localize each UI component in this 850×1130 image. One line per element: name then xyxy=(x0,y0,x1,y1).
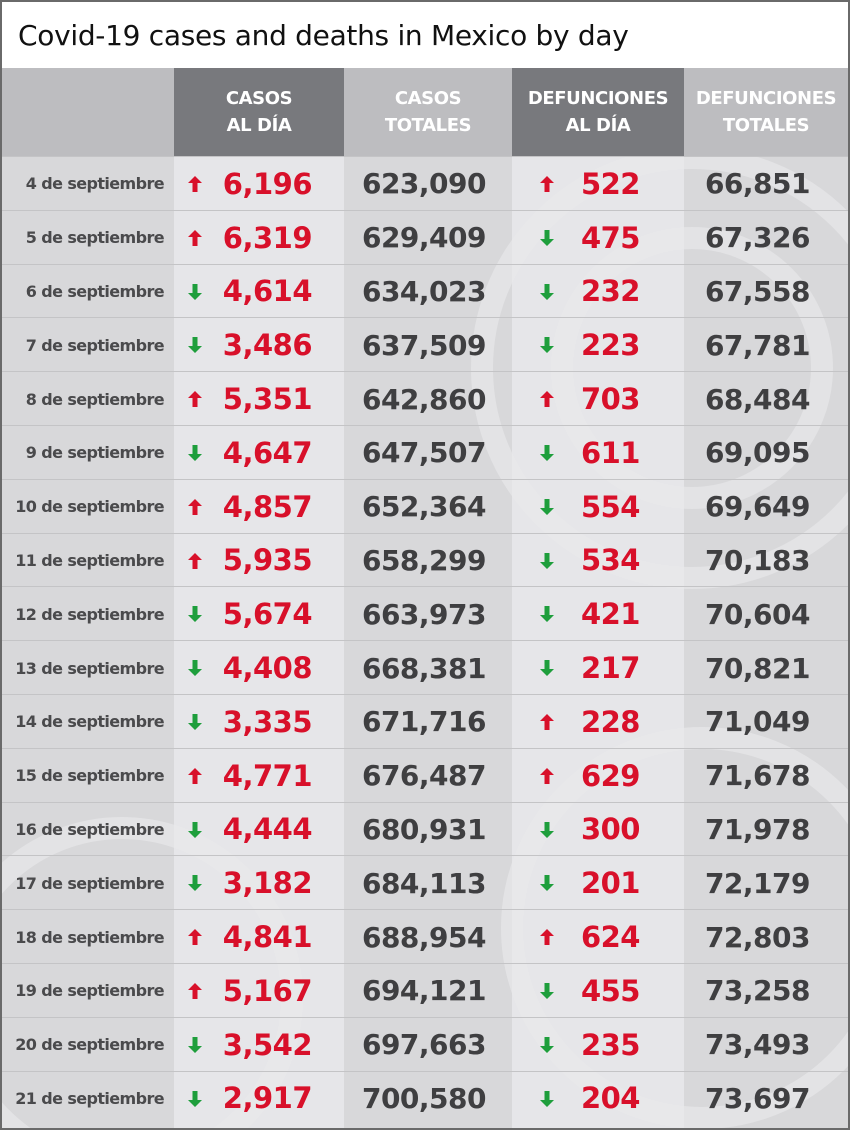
daily-deaths-cell xyxy=(512,480,684,534)
total-cases-cell xyxy=(344,641,512,695)
down-arrow-icon xyxy=(188,606,202,622)
table-row xyxy=(2,909,848,963)
total-deaths-cell xyxy=(684,856,848,910)
total-deaths-value: 70,821 xyxy=(704,651,810,685)
total-cases-cell xyxy=(344,749,512,803)
total-cases-cell xyxy=(344,803,512,857)
down-arrow-icon xyxy=(540,337,554,353)
daily-cases-value: 4,444 xyxy=(222,812,312,847)
daily-cases-cell xyxy=(174,1018,344,1072)
total-deaths-cell xyxy=(684,1072,848,1126)
daily-deaths-cell xyxy=(512,534,684,588)
total-cases-cell xyxy=(344,1018,512,1072)
table-row xyxy=(2,855,848,909)
date-cell: 7 de septiembre xyxy=(25,335,164,355)
up-arrow-icon xyxy=(188,983,202,999)
date-cell: 11 de septiembre xyxy=(15,550,164,570)
header-deaths-total xyxy=(684,68,848,156)
daily-cases-cell xyxy=(174,157,344,211)
down-arrow-icon xyxy=(540,983,554,999)
table-row xyxy=(2,479,848,533)
header-text: DEFUNCIONES xyxy=(527,88,669,109)
date-cell: 9 de septiembre xyxy=(25,443,164,463)
total-deaths-value: 73,697 xyxy=(704,1081,810,1115)
header-cases-day xyxy=(174,68,344,156)
table-row xyxy=(2,640,848,694)
daily-deaths-value: 624 xyxy=(580,920,640,955)
table-row xyxy=(2,264,848,318)
down-arrow-icon xyxy=(540,230,554,246)
up-arrow-icon xyxy=(188,768,202,784)
total-deaths-value: 73,493 xyxy=(704,1028,810,1062)
daily-deaths-value: 217 xyxy=(580,651,640,686)
date-cell: 14 de septiembre xyxy=(15,712,164,732)
up-arrow-icon xyxy=(540,929,554,945)
total-deaths-value: 67,781 xyxy=(704,328,810,362)
header-text: AL DÍA xyxy=(226,115,292,136)
daily-cases-value: 4,841 xyxy=(222,920,312,955)
total-cases-value: 671,716 xyxy=(361,705,486,739)
total-cases-cell xyxy=(344,372,512,426)
up-arrow-icon xyxy=(540,391,554,407)
total-cases-cell xyxy=(344,964,512,1018)
daily-deaths-cell xyxy=(512,1018,684,1072)
table-row xyxy=(2,156,848,210)
daily-deaths-value: 235 xyxy=(580,1027,640,1062)
date-cell: 18 de septiembre xyxy=(15,927,164,947)
daily-cases-value: 5,674 xyxy=(222,597,312,632)
total-deaths-cell xyxy=(684,587,848,641)
daily-deaths-value: 475 xyxy=(580,220,640,255)
date-cell: 16 de septiembre xyxy=(15,819,164,839)
daily-deaths-cell xyxy=(512,426,684,480)
daily-cases-cell xyxy=(174,910,344,964)
date-cell: 19 de septiembre xyxy=(15,981,164,1001)
up-arrow-icon xyxy=(540,768,554,784)
daily-deaths-value: 421 xyxy=(580,597,640,632)
daily-deaths-value: 522 xyxy=(580,166,640,201)
total-cases-value: 680,931 xyxy=(361,812,486,846)
date-cell: 13 de septiembre xyxy=(15,658,164,678)
down-arrow-icon xyxy=(540,660,554,676)
chart-title: Covid-19 cases and deaths in Mexico by day xyxy=(18,18,629,52)
daily-cases-value: 3,182 xyxy=(222,866,312,901)
daily-cases-cell xyxy=(174,641,344,695)
total-cases-value: 700,580 xyxy=(361,1081,486,1115)
total-deaths-cell xyxy=(684,803,848,857)
table-row xyxy=(2,533,848,587)
up-arrow-icon xyxy=(188,553,202,569)
daily-deaths-value: 201 xyxy=(580,866,640,901)
up-arrow-icon xyxy=(188,391,202,407)
daily-cases-cell xyxy=(174,749,344,803)
total-deaths-value: 69,095 xyxy=(704,436,810,470)
daily-deaths-cell xyxy=(512,695,684,749)
daily-deaths-value: 204 xyxy=(580,1081,640,1116)
total-deaths-value: 73,258 xyxy=(704,974,810,1008)
down-arrow-icon xyxy=(540,445,554,461)
down-arrow-icon xyxy=(188,337,202,353)
total-cases-cell xyxy=(344,480,512,534)
total-deaths-value: 68,484 xyxy=(704,382,810,416)
daily-deaths-cell xyxy=(512,265,684,319)
total-deaths-cell xyxy=(684,964,848,1018)
down-arrow-icon xyxy=(540,1037,554,1053)
daily-deaths-value: 629 xyxy=(580,758,640,793)
total-deaths-cell xyxy=(684,480,848,534)
total-deaths-cell xyxy=(684,157,848,211)
header-text: CASOS xyxy=(394,88,462,109)
daily-cases-value: 4,857 xyxy=(222,489,312,524)
total-deaths-value: 67,558 xyxy=(704,274,810,308)
daily-deaths-cell xyxy=(512,211,684,265)
total-cases-value: 629,409 xyxy=(361,221,486,255)
daily-cases-cell xyxy=(174,480,344,534)
total-cases-cell xyxy=(344,856,512,910)
header-row xyxy=(2,68,848,156)
total-deaths-value: 69,649 xyxy=(704,490,810,524)
daily-deaths-value: 611 xyxy=(580,435,640,470)
total-cases-value: 642,860 xyxy=(361,382,486,416)
daily-deaths-value: 554 xyxy=(580,489,640,524)
down-arrow-icon xyxy=(188,1091,202,1107)
daily-cases-value: 4,408 xyxy=(222,651,312,686)
up-arrow-icon xyxy=(540,176,554,192)
total-cases-value: 676,487 xyxy=(361,759,486,793)
total-cases-value: 623,090 xyxy=(361,167,486,201)
up-arrow-icon xyxy=(188,499,202,515)
daily-deaths-cell xyxy=(512,318,684,372)
daily-cases-cell xyxy=(174,265,344,319)
daily-deaths-cell xyxy=(512,157,684,211)
total-deaths-value: 71,678 xyxy=(704,759,810,793)
daily-cases-value: 4,647 xyxy=(222,435,312,470)
total-cases-value: 658,299 xyxy=(361,543,486,577)
table-row xyxy=(2,210,848,264)
up-arrow-icon xyxy=(188,176,202,192)
down-arrow-icon xyxy=(188,660,202,676)
daily-deaths-cell xyxy=(512,964,684,1018)
date-cell: 20 de septiembre xyxy=(15,1035,164,1055)
daily-cases-value: 3,542 xyxy=(222,1027,312,1062)
table-row xyxy=(2,748,848,802)
table-row xyxy=(2,425,848,479)
daily-cases-value: 5,935 xyxy=(222,543,312,578)
total-cases-cell xyxy=(344,534,512,588)
total-cases-cell xyxy=(344,157,512,211)
daily-deaths-cell xyxy=(512,856,684,910)
daily-deaths-cell xyxy=(512,1072,684,1126)
daily-deaths-value: 223 xyxy=(580,328,640,363)
table-row xyxy=(2,963,848,1017)
total-cases-cell xyxy=(344,587,512,641)
total-cases-cell xyxy=(344,1072,512,1126)
total-deaths-value: 67,326 xyxy=(704,221,810,255)
title-bar xyxy=(2,2,848,68)
total-cases-value: 688,954 xyxy=(361,920,486,954)
header-text: DEFUNCIONES xyxy=(695,88,837,109)
total-deaths-value: 72,179 xyxy=(704,866,810,900)
date-cell: 12 de septiembre xyxy=(15,604,164,624)
total-deaths-cell xyxy=(684,641,848,695)
down-arrow-icon xyxy=(540,875,554,891)
total-deaths-value: 72,803 xyxy=(704,920,810,954)
down-arrow-icon xyxy=(188,1037,202,1053)
total-cases-value: 652,364 xyxy=(361,490,486,524)
total-cases-value: 637,509 xyxy=(361,328,486,362)
date-cell: 6 de septiembre xyxy=(25,281,164,301)
down-arrow-icon xyxy=(188,714,202,730)
daily-cases-value: 6,196 xyxy=(222,166,312,201)
daily-cases-cell xyxy=(174,1072,344,1126)
date-cell: 17 de septiembre xyxy=(15,873,164,893)
daily-cases-value: 5,167 xyxy=(222,973,312,1008)
down-arrow-icon xyxy=(540,1091,554,1107)
table-area xyxy=(2,68,848,1128)
total-cases-cell xyxy=(344,211,512,265)
total-deaths-value: 71,049 xyxy=(704,705,810,739)
daily-cases-cell xyxy=(174,803,344,857)
total-cases-cell xyxy=(344,265,512,319)
up-arrow-icon xyxy=(188,929,202,945)
daily-deaths-value: 228 xyxy=(580,704,640,739)
date-cell: 21 de septiembre xyxy=(15,1088,164,1108)
total-deaths-cell xyxy=(684,749,848,803)
header-text: CASOS xyxy=(225,88,293,109)
down-arrow-icon xyxy=(540,553,554,569)
daily-cases-cell xyxy=(174,426,344,480)
total-deaths-cell xyxy=(684,211,848,265)
total-deaths-cell xyxy=(684,318,848,372)
daily-cases-cell xyxy=(174,318,344,372)
down-arrow-icon xyxy=(540,284,554,300)
table-row xyxy=(2,694,848,748)
daily-cases-value: 6,319 xyxy=(222,220,312,255)
total-cases-value: 663,973 xyxy=(361,597,486,631)
daily-deaths-value: 703 xyxy=(580,382,640,417)
daily-cases-value: 3,335 xyxy=(222,704,312,739)
total-deaths-value: 66,851 xyxy=(704,167,810,201)
total-deaths-value: 70,183 xyxy=(704,543,810,577)
down-arrow-icon xyxy=(540,822,554,838)
date-cell: 10 de septiembre xyxy=(15,497,164,517)
daily-cases-value: 3,486 xyxy=(222,328,312,363)
header-text: TOTALES xyxy=(722,115,810,136)
total-cases-value: 668,381 xyxy=(361,651,486,685)
up-arrow-icon xyxy=(540,714,554,730)
daily-deaths-cell xyxy=(512,372,684,426)
total-cases-value: 634,023 xyxy=(361,274,486,308)
total-cases-value: 647,507 xyxy=(361,436,486,470)
daily-cases-cell xyxy=(174,695,344,749)
total-deaths-cell xyxy=(684,695,848,749)
daily-cases-cell xyxy=(174,587,344,641)
daily-deaths-value: 534 xyxy=(580,543,640,578)
down-arrow-icon xyxy=(188,822,202,838)
header-text: AL DÍA xyxy=(565,115,631,136)
daily-deaths-cell xyxy=(512,803,684,857)
daily-cases-cell xyxy=(174,534,344,588)
down-arrow-icon xyxy=(188,284,202,300)
header-cases-total xyxy=(344,68,512,156)
total-deaths-cell xyxy=(684,265,848,319)
down-arrow-icon xyxy=(188,875,202,891)
daily-cases-value: 4,771 xyxy=(222,758,312,793)
total-deaths-cell xyxy=(684,534,848,588)
total-deaths-value: 70,604 xyxy=(704,597,810,631)
header-deaths-day xyxy=(512,68,684,156)
daily-deaths-cell xyxy=(512,641,684,695)
table-row xyxy=(2,1071,848,1125)
up-arrow-icon xyxy=(188,230,202,246)
total-deaths-cell xyxy=(684,372,848,426)
total-deaths-value: 71,978 xyxy=(704,812,810,846)
table-body xyxy=(2,156,848,1124)
date-cell: 8 de septiembre xyxy=(25,389,164,409)
daily-deaths-cell xyxy=(512,749,684,803)
down-arrow-icon xyxy=(540,606,554,622)
total-cases-value: 694,121 xyxy=(361,974,486,1008)
table-row xyxy=(2,1017,848,1071)
total-deaths-cell xyxy=(684,910,848,964)
date-cell: 15 de septiembre xyxy=(15,766,164,786)
total-deaths-cell xyxy=(684,426,848,480)
date-cell: 5 de septiembre xyxy=(25,228,164,248)
daily-cases-value: 2,917 xyxy=(222,1081,312,1116)
down-arrow-icon xyxy=(188,445,202,461)
table-row xyxy=(2,586,848,640)
total-cases-value: 697,663 xyxy=(361,1028,486,1062)
daily-cases-cell xyxy=(174,964,344,1018)
daily-deaths-value: 455 xyxy=(580,973,640,1008)
total-cases-cell xyxy=(344,426,512,480)
total-cases-cell xyxy=(344,318,512,372)
table-row xyxy=(2,802,848,856)
total-cases-cell xyxy=(344,910,512,964)
header-text: TOTALES xyxy=(384,115,472,136)
daily-cases-cell xyxy=(174,211,344,265)
daily-cases-cell xyxy=(174,372,344,426)
daily-cases-value: 5,351 xyxy=(222,382,312,417)
table-row xyxy=(2,371,848,425)
daily-deaths-cell xyxy=(512,910,684,964)
date-cell: 4 de septiembre xyxy=(25,174,164,194)
total-cases-cell xyxy=(344,695,512,749)
daily-deaths-value: 300 xyxy=(580,812,640,847)
table-row xyxy=(2,317,848,371)
daily-deaths-cell xyxy=(512,587,684,641)
down-arrow-icon xyxy=(540,499,554,515)
daily-cases-cell xyxy=(174,856,344,910)
daily-deaths-value: 232 xyxy=(580,274,640,309)
total-cases-value: 684,113 xyxy=(361,866,486,900)
daily-cases-value: 4,614 xyxy=(222,274,312,309)
total-deaths-cell xyxy=(684,1018,848,1072)
